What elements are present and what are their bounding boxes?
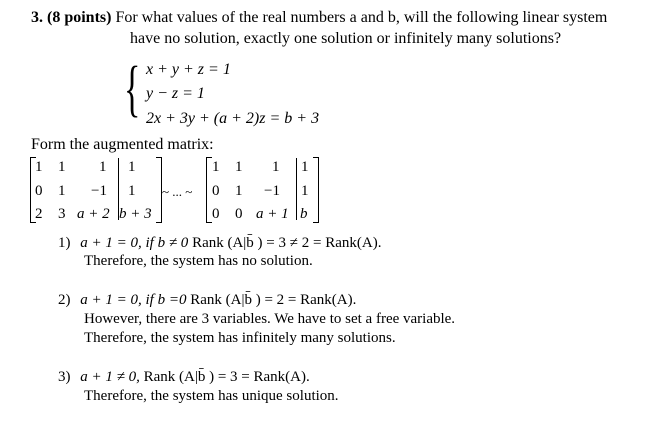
matrix-right-cell: 0 <box>212 206 220 222</box>
matrix-left-cell: 1 <box>58 183 66 199</box>
system-eq-2: y − z = 1 <box>146 85 205 102</box>
matrix-right-cell: a + 1 <box>256 206 289 222</box>
case-condition: a + 1 = 0, if b =0 <box>80 292 187 308</box>
case-3-conclusion: Therefore, the system has unique solution. <box>84 388 339 404</box>
matrix-left-cell: 1 <box>58 159 66 175</box>
matrix-left-cell: a + 2 <box>77 206 110 222</box>
matrix-left-cell: 1 <box>35 159 43 175</box>
matrix-left-cell: 2 <box>35 206 43 222</box>
problem-points: (8 points) <box>47 9 112 26</box>
matrix-left-cell: 1 <box>128 183 136 199</box>
problem-line-2: have no solution, exactly one solution or infinitely many solutions? <box>130 30 562 47</box>
matrix-right-cell: 1 <box>272 159 280 175</box>
matrix-left-cell: 0 <box>35 183 43 199</box>
problem-number: 3. <box>31 9 43 26</box>
case-2 <box>58 292 356 309</box>
case-3 <box>58 369 310 386</box>
case-label: 2) <box>58 292 71 308</box>
case-2-note: However, there are 3 variables. We have to set a free variable. <box>84 311 456 327</box>
matrix-right-cell: 0 <box>235 206 243 222</box>
case-2-conclusion: Therefore, the system has infinitely many solutions. <box>84 330 396 346</box>
case-rank: Rank (A|b̄ ) = 3 = Rank(A). <box>143 369 310 385</box>
matrix-right-cell: 1 <box>235 183 243 199</box>
system-brace: { <box>124 55 141 123</box>
matrix-right-cell: b <box>300 206 308 222</box>
matrix-right-cell: 1 <box>301 183 309 199</box>
augmented-matrix-label: Form the augmented matrix: <box>31 136 214 153</box>
system-eq-1: x + y + z = 1 <box>146 61 231 78</box>
row-reduction-symbol: ~ ... ~ <box>162 184 193 199</box>
matrix-left-cell: b + 3 <box>119 206 152 222</box>
matrix-left-cell: 1 <box>99 159 107 175</box>
matrix-left-cell: −1 <box>91 183 107 199</box>
matrix-left-cell: 1 <box>128 159 136 175</box>
case-label: 3) <box>58 369 71 385</box>
matrix-right-cell: −1 <box>264 183 280 199</box>
case-1-conclusion: Therefore, the system has no solution. <box>84 253 313 269</box>
case-condition: a + 1 = 0, if b ≠ 0 <box>80 235 189 251</box>
problem-heading <box>31 9 607 27</box>
matrix-right-cell: 1 <box>235 159 243 175</box>
problem-line-1: For what values of the real numbers a and b, will the following linear system <box>115 9 608 26</box>
case-label: 1) <box>58 235 71 251</box>
case-1 <box>58 235 381 252</box>
case-rank: Rank (A|b̄ ) = 2 = Rank(A). <box>190 292 357 308</box>
matrix-right-cell: 1 <box>301 159 309 175</box>
case-rank: Rank (A|b̄ ) = 3 ≠ 2 = Rank(A). <box>192 235 382 251</box>
matrix-right-augment-bar <box>296 158 297 220</box>
matrix-left-cell: 3 <box>58 206 66 222</box>
matrix-right-cell: 1 <box>212 159 220 175</box>
matrix-right-cell: 0 <box>212 183 220 199</box>
system-eq-3: 2x + 3y + (a + 2)z = b + 3 <box>146 110 320 127</box>
case-condition: a + 1 ≠ 0, <box>80 369 140 385</box>
